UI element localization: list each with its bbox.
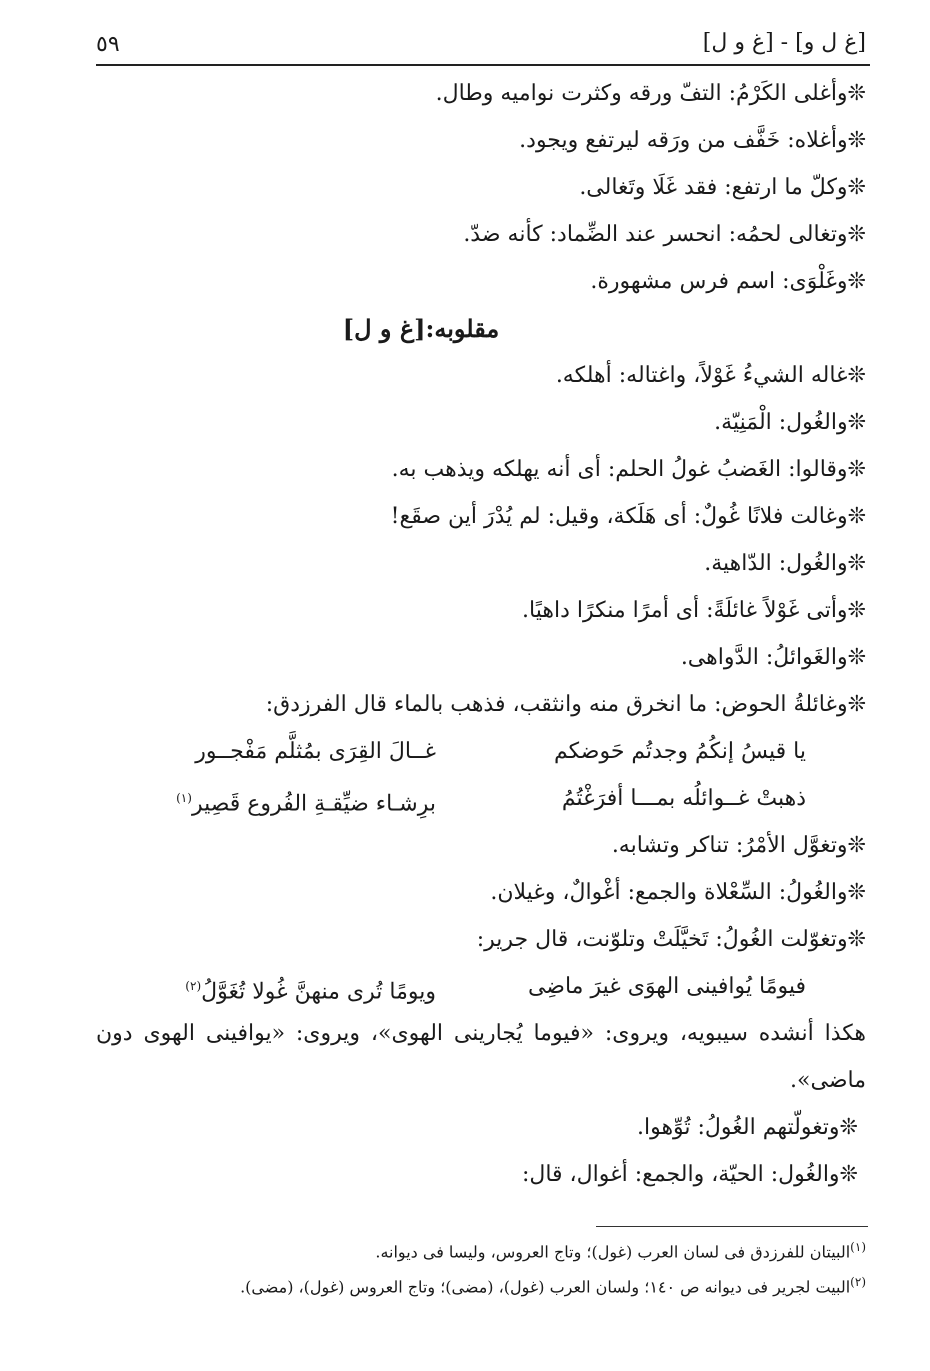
entry-line: ❊وكلّ ما ارتفع: فقد غَلَا وتَغالى. [579,175,866,200]
footnote [96,1232,866,1267]
verse-second-hemistich: غــالَ القِرَى بمُثلَّم مَفْجــور [195,739,436,764]
entry-line: ❊وغائلةُ الحوض: ما انخرق منه وانثقب، فذهب بالماء قال الفرزدق: [265,692,866,717]
verse-line [96,963,866,1010]
verse-second-hemistich [96,775,436,822]
footnote-marker: (٢) [185,979,202,993]
entry-line: ❊وتغوَّل الأمْرُ: تناكر وتشابه. [611,833,866,858]
entry-line: ❊وغالت فلانًا غُولٌ: أى هَلَكة، وقيل: لم يُدْرَ أين صقَع! [390,504,866,529]
verse-first-hemistich: فيومًا يُوافينى الهوَى غيرَ ماضِى [527,974,806,999]
entry-line: ❊والغُول: الدّاهية. [704,551,866,576]
verse-text: برِشـاء ضيِّقـةِ الفُروع قَصِير [191,791,436,817]
entry-line: ❊وتغوّلت الغُولُ: تَخيَّلَتْ وتلوّنت، قال جرير: [476,927,866,952]
running-head: [غ ل و] - [غ و ل] [702,30,866,55]
entry-line: ❊وأغلاه: خَفَّف من ورَقه ليرتفع ويجود. [519,128,866,153]
entry-line: ❊والغُول: الْمَنِيّة. [714,410,866,435]
footnotes [96,1232,866,1303]
paragraph: هكذا أنشده سيبويه، ويروى: «فيوما يُجارينى الهوى»، ويروى: «يوافينى الهوى دون ماضى». [96,1021,866,1093]
page-header [96,26,866,66]
footnote-rule [596,1226,868,1227]
header-rule [96,64,870,66]
footnote-marker: (١) [176,791,192,805]
entry-line: ❊وقالوا: الغَضبُ غولُ الحلم: أى أنه يهلكه ويذهب به. [391,457,866,482]
verse-second-hemistich [96,963,436,1010]
entry-line: ❊وتغالى لحمُه: انحسر عند الضِّماد: كأنه ضدّ. [463,222,866,247]
footnote-marker: (١) [850,1240,866,1254]
footnote-text: البيتان للفرزدق فى لسان العرب (غول)؛ وتاج العروس، وليسا فى ديوانه. [375,1242,851,1262]
verse-line [96,728,866,775]
entry-line: ❊والغُول: الحيّة، والجمع: أغوال، قال: [521,1162,858,1187]
footnote-marker: (٢) [850,1275,866,1290]
footnote-text: البيت لجرير فى ديوانه ص ١٤٠؛ ولسان العرب (غول)، (مضى)؛ وتاج العروس (غول)، (مضى). [240,1277,851,1297]
entry-line: ❊وغَلْوَى: اسم فرس مشهورة. [590,269,866,294]
page-number: ٥٩ [96,32,120,57]
entry-line: ❊وتغولّتهم الغُولُ: تُوِّهوا. [636,1115,858,1140]
section-heading-text: مقلوبه:[غ و ل] [342,314,500,343]
page-body [96,70,866,1198]
verse-first-hemistich: ذهبتْ غــوائلُه بمـــا أفرَغْتُمُ [561,786,806,811]
entry-line: ❊والغُولُ: السِّعْلاة والجمع: أغْوالٌ، وغيلان. [490,880,866,905]
verse-line [96,775,866,822]
verse-text: ويومًا تُرى منهنَّ غُولا تُغَوَّلُ [201,979,436,1005]
entry-line: ❊والغَوائلُ: الدَّواهى. [680,645,866,670]
verse-first-hemistich: يا قيسُ إنكُمُ وجدتُم حَوضكم [553,739,806,764]
footnote [96,1267,866,1302]
entry-line: ❊وأتى غَوْلاً غائلَةً: أى أمرًا منكرًا داهيًا. [522,598,866,623]
entry-line: ❊غاله الشيءُ غَوْلاً، واغتاله: أهلكه. [555,363,866,388]
entry-line: ❊وأغلى الكَرْمُ: التفّ ورقه وكثرت نواميه وطال. [435,81,866,106]
section-heading [96,305,866,352]
